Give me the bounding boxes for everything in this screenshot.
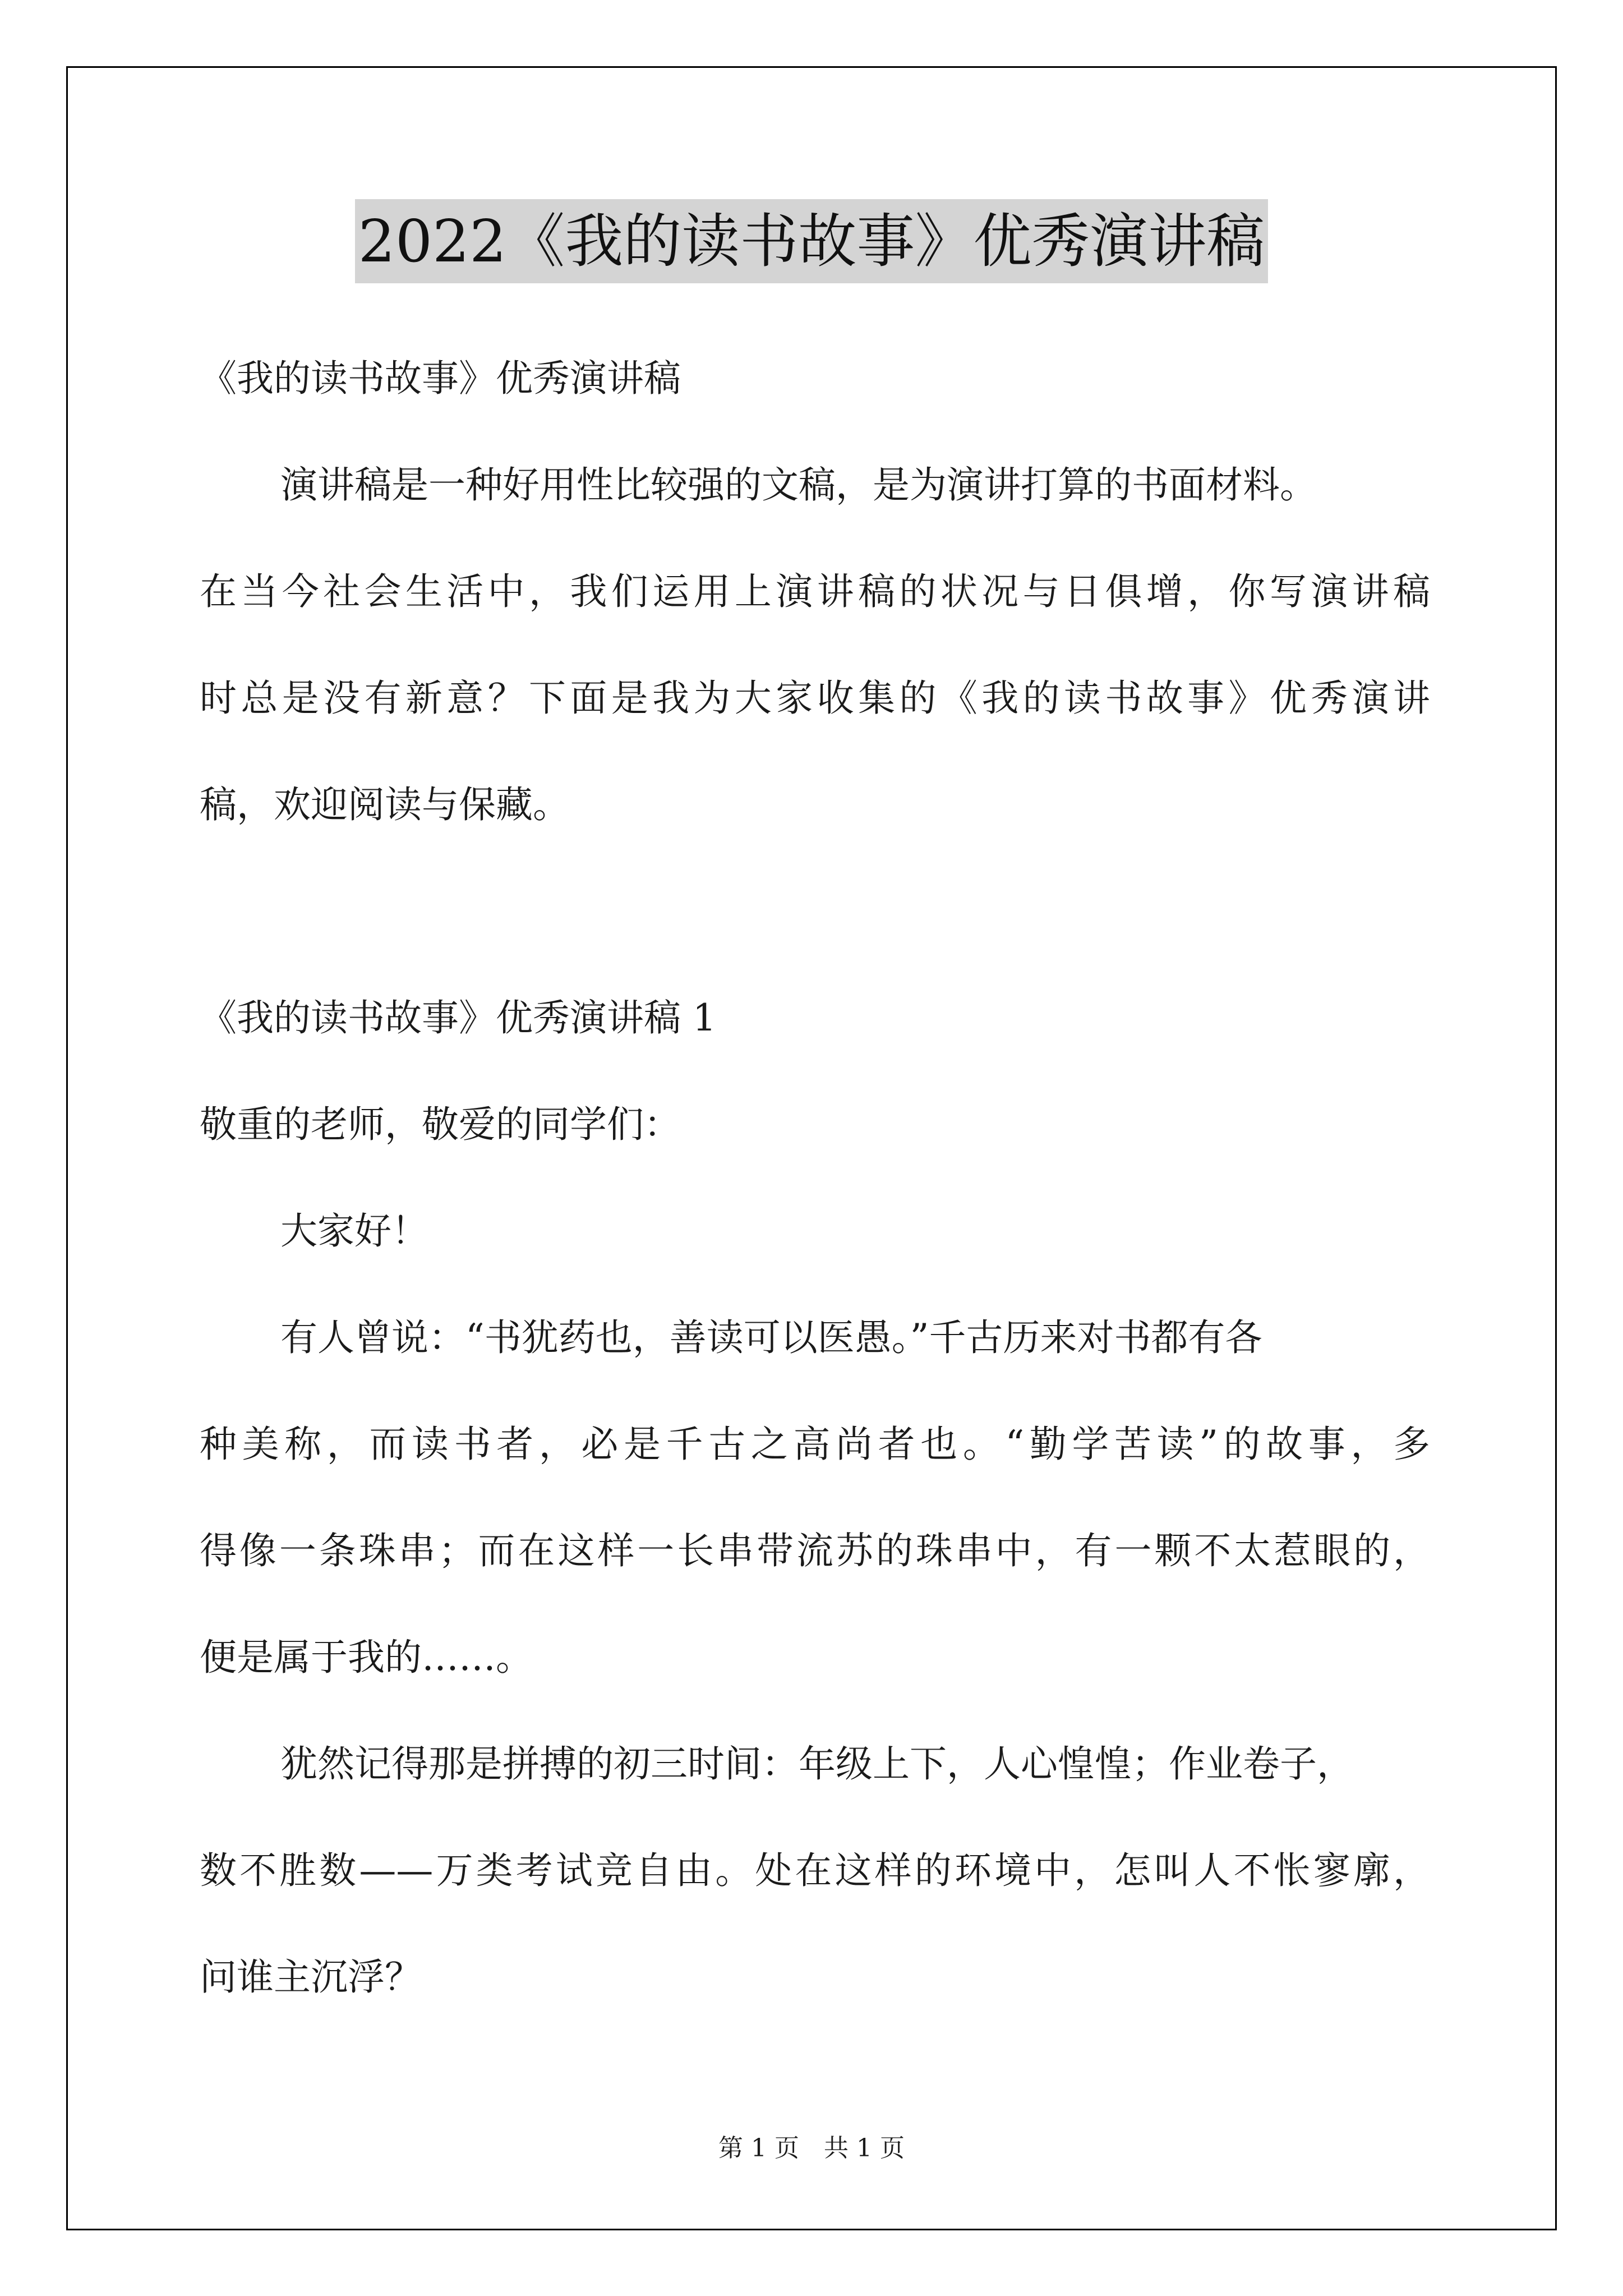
page-footer: 第 1 页 共 1 页 (718, 2134, 905, 2162)
document-title: 2022《我的读书故事》优秀演讲稿 (355, 199, 1269, 283)
paragraph-line: 便是属于我的……。 (200, 1636, 533, 1679)
paragraph-line: 数不胜数——万类考试竞自由。处在这样的环境中，怎叫人不怅寥廓， (200, 1849, 1430, 1892)
salutation: 敬重的老师，敬爱的同学们： (200, 1103, 681, 1146)
greeting: 大家好！ (280, 1209, 428, 1253)
intro-line: 稿，欢迎阅读与保藏。 (200, 783, 570, 826)
intro-line: 演讲稿是一种好用性比较强的文稿，是为演讲打算的书面材料。 (280, 463, 1317, 507)
paragraph-line: 问谁主沉浮？ (200, 1955, 422, 1999)
intro-line: 在当今社会生活中，我们运用上演讲稿的状况与日俱增，你写演讲稿 (200, 570, 1430, 613)
paragraph-line: 犹然记得那是拼搏的初三时间：年级上下，人心惶惶；作业卷子， (280, 1742, 1354, 1786)
section-heading: 《我的读书故事》优秀演讲稿 1 (200, 996, 716, 1039)
paragraph-line: 得像一条珠串；而在这样一长串带流苏的珠串中，有一颗不太惹眼的， (200, 1529, 1430, 1572)
document-subtitle: 《我的读书故事》优秀演讲稿 (200, 357, 681, 400)
intro-line: 时总是没有新意？下面是我为大家收集的《我的读书故事》优秀演讲 (200, 677, 1430, 720)
paragraph-line: 有人曾说：“书犹药也，善读可以医愚。”千古历来对书都有各 (280, 1316, 1262, 1359)
paragraph-line: 种美称，而读书者，必是千古之高尚者也。“勤学苦读”的故事，多 (200, 1423, 1430, 1466)
title-container (0, 199, 1623, 283)
